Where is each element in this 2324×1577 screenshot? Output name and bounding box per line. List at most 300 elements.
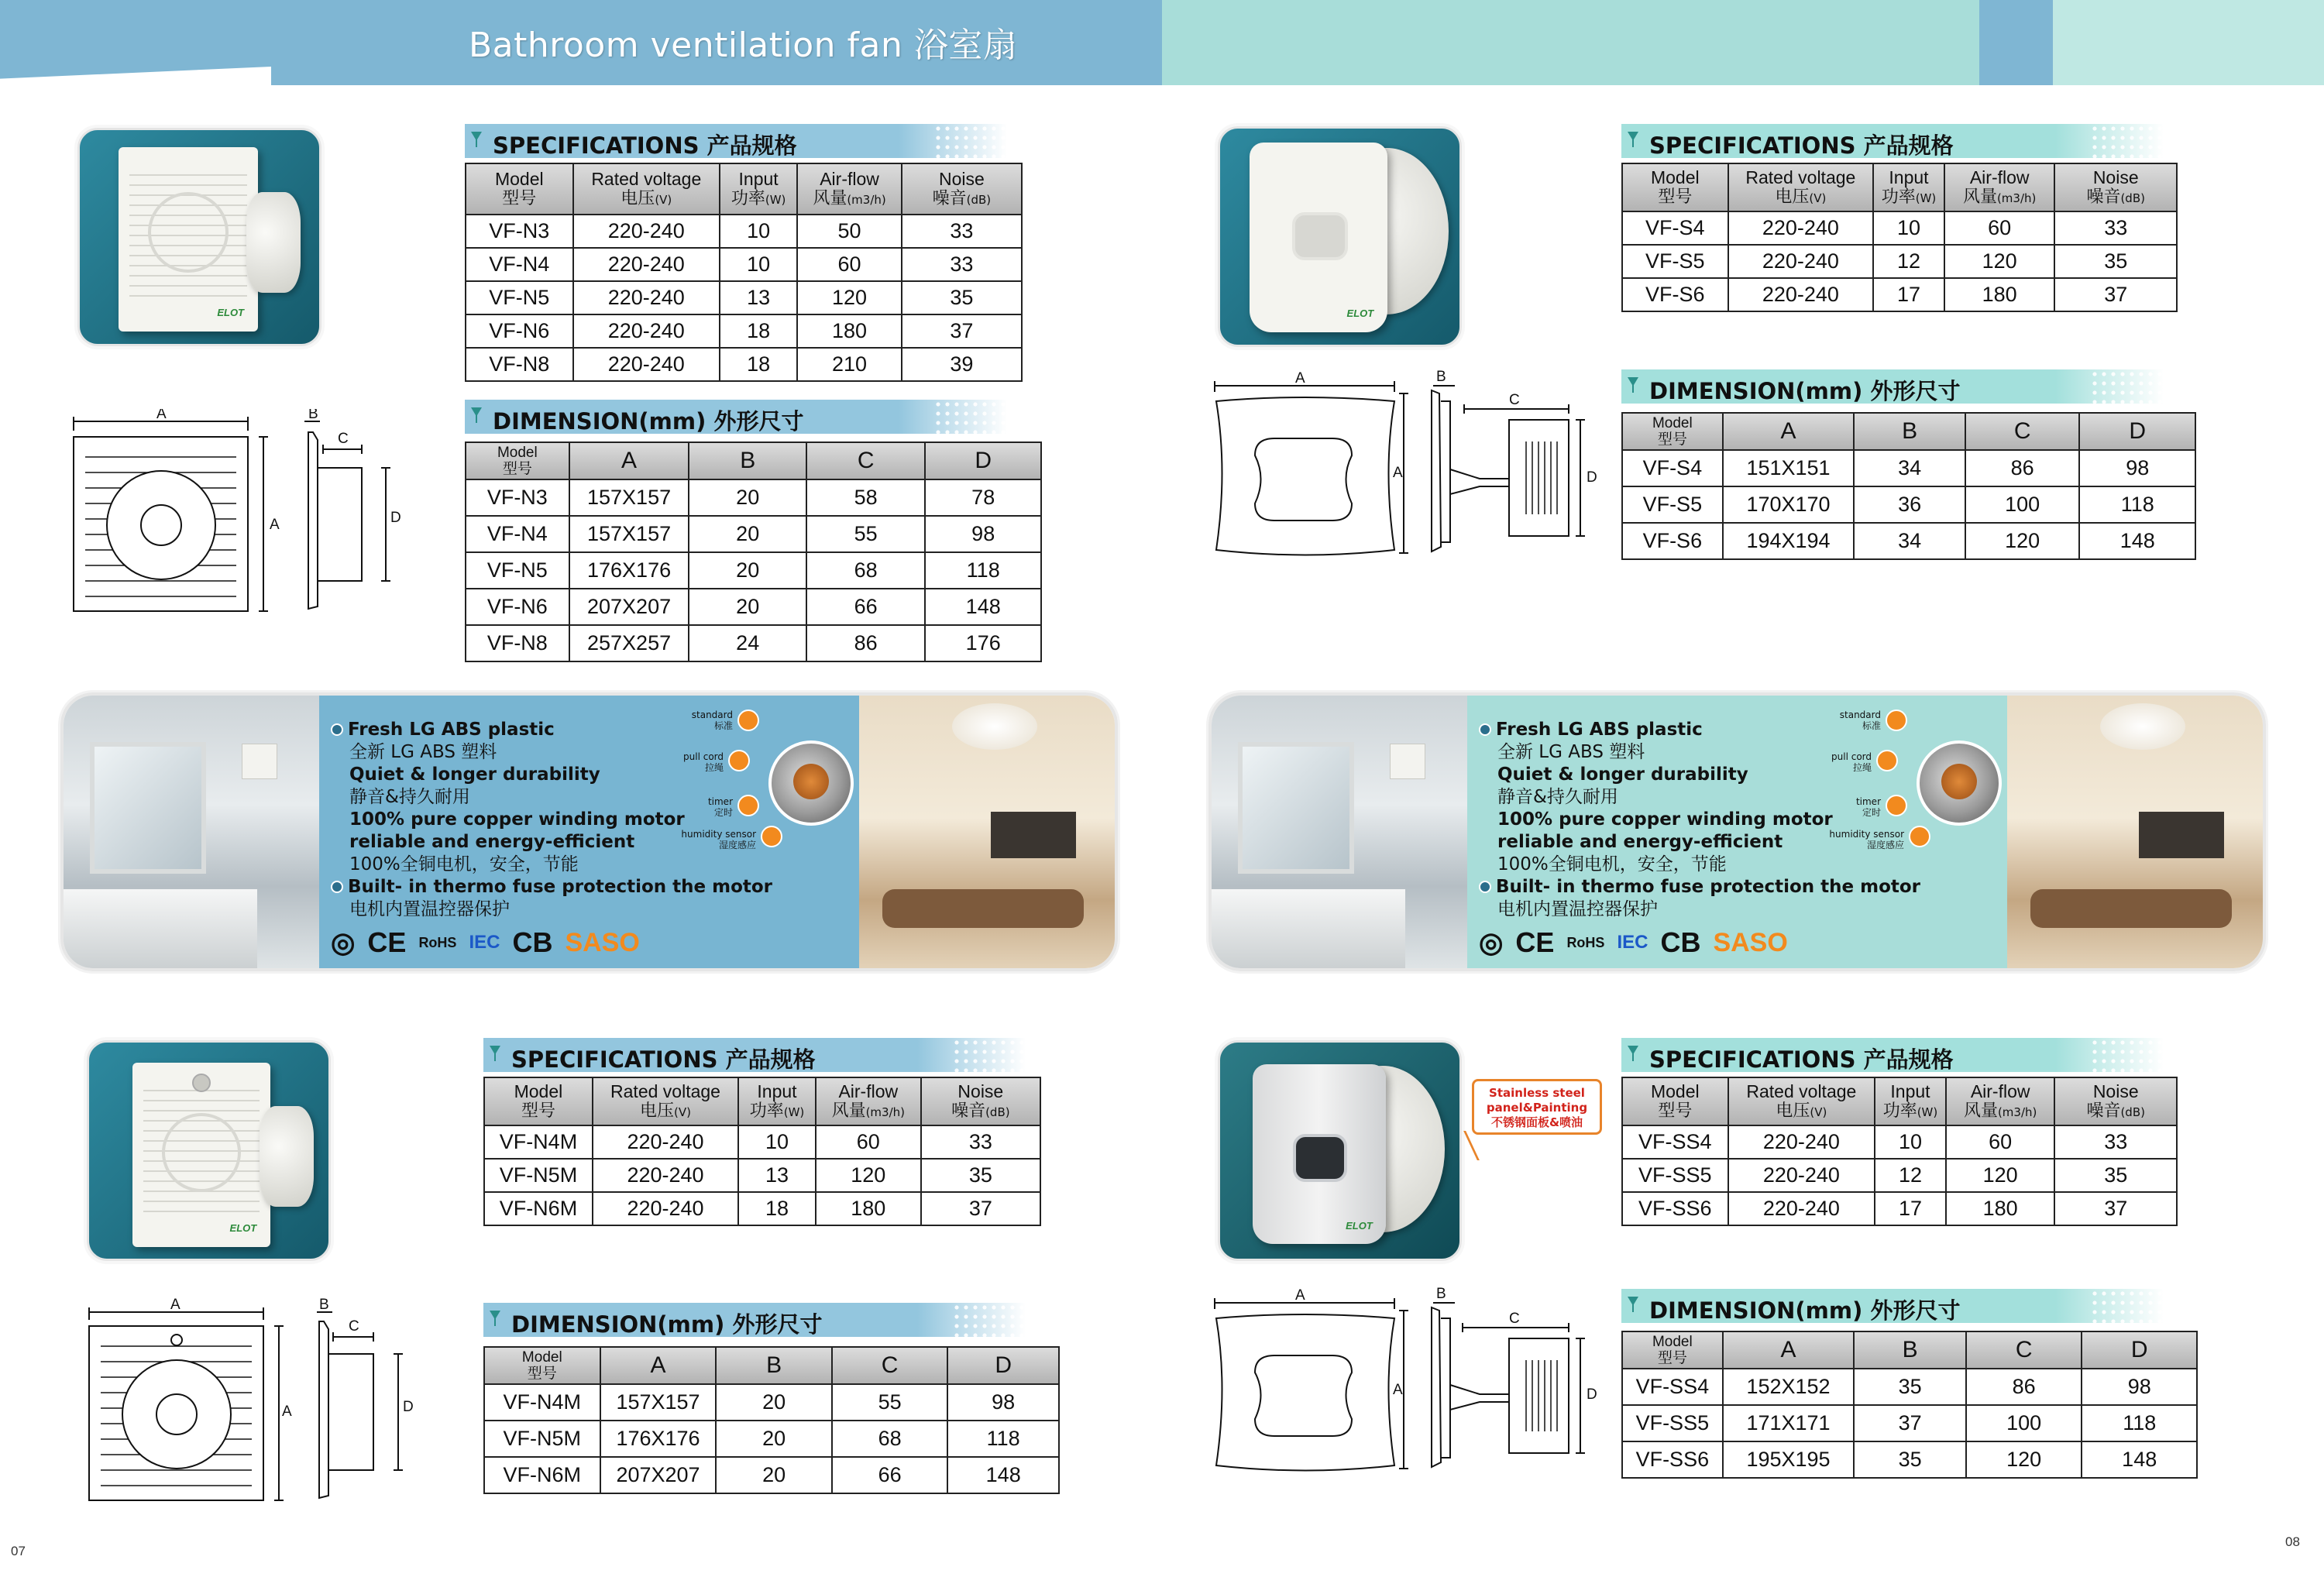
column-header: D xyxy=(925,442,1041,479)
table-row xyxy=(484,1457,1059,1493)
standard-icon xyxy=(1886,709,1907,731)
column-header: A xyxy=(600,1347,717,1384)
column-header: Air-flow 风量(m3/h) xyxy=(816,1077,921,1125)
value-cell: 37 xyxy=(2054,1192,2177,1225)
dim-label-c: C xyxy=(1509,1311,1520,1327)
model-cell: VF-N5M xyxy=(484,1159,593,1192)
value-cell: 118 xyxy=(2079,486,2195,523)
column-header: C xyxy=(832,1347,947,1384)
value-cell: 220-240 xyxy=(1728,1192,1875,1225)
value-cell: 55 xyxy=(806,516,925,552)
value-cell: 78 xyxy=(925,479,1041,516)
value-cell: 220-240 xyxy=(593,1192,738,1225)
page-title: Bathroom ventilation fan 浴室扇 xyxy=(469,26,1018,65)
table-row xyxy=(484,1421,1059,1457)
value-cell: 151X151 xyxy=(1723,450,1855,486)
table-row xyxy=(1622,1192,2177,1225)
column-header: Air-flow 风量(m3/h) xyxy=(1946,1077,2055,1125)
model-cell: VF-N3 xyxy=(466,479,569,516)
value-cell: 35 xyxy=(2054,245,2177,278)
feature-list: Fresh LG ABS plastic 全新 LG ABS 塑料 Quiet & longer durability 静音&持久耐用 100% pure copper winding motor reliable and energy-efficient 100%全铜电机，安全，节能 Built- in thermo fuse protection the motor 电机内置温控器保护 xyxy=(1479,719,1920,921)
model-cell: VF-N4 xyxy=(466,516,569,552)
feature-banner-right: Fresh LG ABS plastic 全新 LG ABS 塑料 Quiet & longer durability 静音&持久耐用 100% pure copper winding motor reliable and energy-efficient 100%全铜电机，安全，节能 Built- in thermo fuse protection the motor 电机内置温控器保护 ◎ CE RoHS IEC CB SASO standard 标准 pull cord 拉绳 timer 定时 humidity sensor 湿度感应 xyxy=(1208,692,2266,971)
value-cell: 220-240 xyxy=(573,248,720,281)
ccc-logo: ◎ xyxy=(1479,926,1504,958)
column-header: Noise 噪音(dB) xyxy=(2054,163,2177,211)
column-header: Input 功率(W) xyxy=(1873,163,1944,211)
cb-logo: CB xyxy=(512,926,553,958)
value-cell: 36 xyxy=(1854,486,1965,523)
pull-cord-icon xyxy=(1876,750,1898,771)
column-header: D xyxy=(2082,1331,2197,1369)
column-header: B xyxy=(689,442,806,479)
ce-logo: CE xyxy=(367,926,407,958)
dim-label-d: D xyxy=(1587,1386,1597,1403)
table-row xyxy=(1622,1159,2177,1192)
value-cell: 60 xyxy=(1946,1125,2055,1159)
value-cell: 220-240 xyxy=(573,314,720,348)
bathroom-photo xyxy=(64,696,319,968)
fan-icon xyxy=(488,1044,502,1063)
dim-label-a: A xyxy=(156,409,167,422)
model-cell: VF-N6M xyxy=(484,1457,600,1493)
value-cell: 180 xyxy=(1946,1192,2055,1225)
living-room-photo xyxy=(859,696,1115,968)
model-cell: VF-SS6 xyxy=(1622,1441,1723,1478)
dim-label-c: C xyxy=(349,1318,359,1335)
column-header: C xyxy=(806,442,925,479)
value-cell: 207X207 xyxy=(600,1457,717,1493)
value-cell: 34 xyxy=(1854,450,1965,486)
model-cell: VF-N3 xyxy=(466,215,573,248)
value-cell: 157X157 xyxy=(569,516,689,552)
model-cell: VF-S4 xyxy=(1622,211,1728,245)
dim-table-vf-s xyxy=(1621,412,2196,560)
value-cell: 33 xyxy=(902,248,1022,281)
model-cell: VF-N6 xyxy=(466,314,573,348)
value-cell: 13 xyxy=(738,1159,816,1192)
value-cell: 98 xyxy=(925,516,1041,552)
fan-panel-stainless xyxy=(1253,1064,1386,1244)
header-accent-block xyxy=(1979,0,2053,85)
callout-pointer xyxy=(1463,1131,1494,1160)
spec-header-vf-ss: SPECIFICATIONS 产品规格 xyxy=(1621,1038,2164,1072)
value-cell: 20 xyxy=(716,1457,831,1493)
value-cell: 148 xyxy=(2079,523,2195,559)
column-header: D xyxy=(2079,413,2195,450)
column-header: Rated voltage 电压(V) xyxy=(573,163,720,215)
table-row xyxy=(1622,450,2195,486)
model-cell: VF-N8 xyxy=(466,625,569,661)
value-cell: 180 xyxy=(816,1192,921,1225)
brand-logo: ELOT xyxy=(1346,1219,1373,1232)
column-header: Input 功率(W) xyxy=(720,163,797,215)
value-cell: 60 xyxy=(797,248,901,281)
value-cell: 33 xyxy=(902,215,1022,248)
value-cell: 17 xyxy=(1875,1192,1946,1225)
dim-label-b: B xyxy=(319,1298,329,1313)
column-header: Model 型号 xyxy=(466,163,573,215)
brand-logo: ELOT xyxy=(1346,307,1374,319)
value-cell: 68 xyxy=(832,1421,947,1457)
model-cell: VF-S4 xyxy=(1622,450,1723,486)
column-header: Model 型号 xyxy=(466,442,569,479)
value-cell: 210 xyxy=(797,348,901,381)
table-row xyxy=(466,625,1041,661)
value-cell: 20 xyxy=(716,1384,831,1421)
value-cell: 37 xyxy=(902,314,1022,348)
column-header: B xyxy=(1854,413,1965,450)
value-cell: 86 xyxy=(806,625,925,661)
table-row xyxy=(1622,1441,2197,1478)
table-row xyxy=(466,215,1022,248)
column-header: Noise 噪音(dB) xyxy=(921,1077,1040,1125)
dim-label-a-vertical: A xyxy=(270,517,280,533)
value-cell: 18 xyxy=(720,314,797,348)
spec-table-vf-nm xyxy=(483,1077,1041,1226)
model-cell: VF-N5M xyxy=(484,1421,600,1457)
dim-header-vf-nm: DIMENSION(mm) 外形尺寸 xyxy=(483,1303,1026,1337)
column-header: A xyxy=(569,442,689,479)
value-cell: 148 xyxy=(2082,1441,2197,1478)
value-cell: 10 xyxy=(738,1125,816,1159)
value-cell: 37 xyxy=(921,1192,1040,1225)
pull-cord-icon xyxy=(728,750,750,771)
value-cell: 20 xyxy=(689,589,806,625)
value-cell: 207X207 xyxy=(569,589,689,625)
dim-label-a-vertical: A xyxy=(1393,1382,1403,1398)
column-header: Rated voltage 电压(V) xyxy=(1728,1077,1875,1125)
value-cell: 157X157 xyxy=(600,1384,717,1421)
value-cell: 18 xyxy=(720,348,797,381)
table-row xyxy=(466,552,1041,589)
spec-table-vf-ss xyxy=(1621,1077,2178,1226)
value-cell: 194X194 xyxy=(1723,523,1855,559)
value-cell: 170X170 xyxy=(1723,486,1855,523)
value-cell: 68 xyxy=(806,552,925,589)
drawing-vf-n xyxy=(62,409,418,618)
column-header: Input 功率(W) xyxy=(738,1077,816,1125)
value-cell: 34 xyxy=(1854,523,1965,559)
value-cell: 98 xyxy=(947,1384,1059,1421)
page-number-left: 07 xyxy=(11,1544,26,1558)
value-cell: 220-240 xyxy=(1728,1125,1875,1159)
value-cell: 10 xyxy=(720,215,797,248)
value-cell: 257X257 xyxy=(569,625,689,661)
fan-icon xyxy=(488,1309,502,1328)
value-cell: 176 xyxy=(925,625,1041,661)
dim-header-vf-s: DIMENSION(mm) 外形尺寸 xyxy=(1621,369,2164,404)
ce-logo: CE xyxy=(1515,926,1555,958)
column-header: Input 功率(W) xyxy=(1875,1077,1946,1125)
brand-logo: ELOT xyxy=(217,307,244,319)
timer-icon xyxy=(737,795,759,816)
value-cell: 18 xyxy=(738,1192,816,1225)
bathroom-photo xyxy=(1212,696,1467,968)
value-cell: 152X152 xyxy=(1723,1369,1855,1405)
column-header: Model 型号 xyxy=(1622,1077,1728,1125)
humidity-sensor-icon xyxy=(761,826,782,847)
model-cell: VF-N5 xyxy=(466,281,573,314)
fan-panel xyxy=(1250,143,1387,332)
cb-logo: CB xyxy=(1660,926,1701,958)
value-cell: 100 xyxy=(1966,1405,2082,1441)
spec-table-vf-s xyxy=(1621,163,2178,312)
value-cell: 220-240 xyxy=(573,281,720,314)
stainless-steel-callout: Stainless steel panel&Painting 不锈钢面板&喷油 xyxy=(1472,1079,1602,1135)
column-header: Noise 噪音(dB) xyxy=(2054,1077,2177,1125)
value-cell: 171X171 xyxy=(1723,1405,1855,1441)
motor-options xyxy=(1893,717,2002,849)
value-cell: 180 xyxy=(1944,278,2055,311)
fan-icon xyxy=(469,130,483,149)
value-cell: 24 xyxy=(689,625,806,661)
dim-label-b: B xyxy=(308,409,318,422)
dim-header-vf-ss: DIMENSION(mm) 外形尺寸 xyxy=(1621,1289,2164,1323)
dim-label-c: C xyxy=(338,431,349,447)
dim-table-vf-ss xyxy=(1621,1331,2198,1479)
dim-label-a-vertical: A xyxy=(282,1403,292,1420)
value-cell: 20 xyxy=(716,1421,831,1457)
model-cell: VF-S5 xyxy=(1622,245,1728,278)
value-cell: 33 xyxy=(921,1125,1040,1159)
table-row xyxy=(1622,1125,2177,1159)
column-header: Model 型号 xyxy=(484,1347,600,1384)
value-cell: 35 xyxy=(921,1159,1040,1192)
value-cell: 118 xyxy=(2082,1405,2197,1441)
dim-label-b: B xyxy=(1436,1286,1446,1302)
saso-logo: SASO xyxy=(565,927,640,957)
value-cell: 120 xyxy=(1965,523,2080,559)
value-cell: 12 xyxy=(1873,245,1944,278)
column-header: A xyxy=(1723,1331,1855,1369)
column-header: Model 型号 xyxy=(1622,163,1728,211)
column-header: C xyxy=(1966,1331,2082,1369)
value-cell: 120 xyxy=(816,1159,921,1192)
living-room-photo xyxy=(2007,696,2263,968)
value-cell: 220-240 xyxy=(573,348,720,381)
product-photo-vf-nm xyxy=(87,1040,331,1261)
value-cell: 157X157 xyxy=(569,479,689,516)
value-cell: 120 xyxy=(1946,1159,2055,1192)
value-cell: 220-240 xyxy=(593,1125,738,1159)
model-cell: VF-SS5 xyxy=(1622,1159,1728,1192)
value-cell: 120 xyxy=(797,281,901,314)
table-row xyxy=(466,589,1041,625)
column-header: Rated voltage 电压(V) xyxy=(1728,163,1873,211)
value-cell: 100 xyxy=(1965,486,2080,523)
value-cell: 50 xyxy=(797,215,901,248)
standard-icon xyxy=(737,709,759,731)
value-cell: 220-240 xyxy=(573,215,720,248)
value-cell: 98 xyxy=(2082,1369,2197,1405)
value-cell: 20 xyxy=(689,479,806,516)
value-cell: 55 xyxy=(832,1384,947,1421)
column-header: Rated voltage 电压(V) xyxy=(593,1077,738,1125)
column-header: Model 型号 xyxy=(484,1077,593,1125)
fan-icon xyxy=(1626,1044,1640,1063)
value-cell: 39 xyxy=(902,348,1022,381)
model-cell: VF-S5 xyxy=(1622,486,1723,523)
value-cell: 10 xyxy=(1873,211,1944,245)
model-cell: VF-S6 xyxy=(1622,523,1723,559)
ccc-logo: ◎ xyxy=(331,926,356,958)
dim-label-a: A xyxy=(1295,1287,1305,1304)
brand-logo: ELOT xyxy=(229,1222,257,1235)
column-header: Air-flow 风量(m3/h) xyxy=(797,163,901,215)
table-row xyxy=(1622,1369,2197,1405)
header-accent-light xyxy=(2053,0,2324,85)
dim-table-vf-nm xyxy=(483,1346,1060,1494)
fan-icon xyxy=(1626,1295,1640,1314)
value-cell: 220-240 xyxy=(1728,278,1873,311)
column-header: B xyxy=(716,1347,831,1384)
feature-list: Fresh LG ABS plastic 全新 LG ABS 塑料 Quiet & longer durability 静音&持久耐用 100% pure copper winding motor reliable and energy-efficient 100%全铜电机，安全，节能 Built- in thermo fuse protection the motor 电机内置温控器保护 xyxy=(331,719,772,921)
value-cell: 86 xyxy=(1966,1369,2082,1405)
model-cell: VF-SS5 xyxy=(1622,1405,1723,1441)
table-row xyxy=(1622,211,2177,245)
timer-icon xyxy=(1886,795,1907,816)
value-cell: 66 xyxy=(832,1457,947,1493)
value-cell: 17 xyxy=(1873,278,1944,311)
column-header: B xyxy=(1854,1331,1966,1369)
dim-table-vf-n xyxy=(465,441,1042,662)
dim-label-a: A xyxy=(170,1298,180,1313)
table-row xyxy=(466,281,1022,314)
value-cell: 120 xyxy=(1944,245,2055,278)
model-cell: VF-SS4 xyxy=(1622,1369,1723,1405)
model-cell: VF-N8 xyxy=(466,348,573,381)
drawing-vf-s xyxy=(1208,370,1611,564)
value-cell: 12 xyxy=(1875,1159,1946,1192)
fan-panel xyxy=(119,147,258,332)
feature-banner-left: Fresh LG ABS plastic 全新 LG ABS 塑料 Quiet & longer durability 静音&持久耐用 100% pure copper winding motor reliable and energy-efficient 100%全铜电机，安全，节能 Built- in thermo fuse protection the motor 电机内置温控器保护 ◎ CE RoHS IEC CB SASO standard 标准 pull cord 拉绳 timer 定时 humidity sensor 湿度感应 xyxy=(60,692,1118,971)
column-header: Air-flow 风量(m3/h) xyxy=(1944,163,2055,211)
fan-icon xyxy=(1626,376,1640,394)
value-cell: 98 xyxy=(2079,450,2195,486)
value-cell: 120 xyxy=(1966,1441,2082,1478)
table-row xyxy=(1622,523,2195,559)
dim-label-d: D xyxy=(403,1399,414,1415)
value-cell: 180 xyxy=(797,314,901,348)
iec-logo: IEC xyxy=(469,932,500,953)
dim-header-vf-n: DIMENSION(mm) 外形尺寸 xyxy=(465,400,1007,434)
value-cell: 35 xyxy=(1854,1441,1966,1478)
table-row xyxy=(1622,245,2177,278)
certification-logos xyxy=(1479,926,1788,959)
rohs-logo: RoHS xyxy=(1566,934,1605,950)
fan-icon xyxy=(1626,130,1640,149)
value-cell: 86 xyxy=(1965,450,2080,486)
drawing-vf-ss xyxy=(1208,1286,1611,1479)
spec-header-vf-n: SPECIFICATIONS 产品规格 xyxy=(465,124,1007,158)
value-cell: 13 xyxy=(720,281,797,314)
motion-sensor xyxy=(192,1074,211,1092)
spec-header-vf-nm: SPECIFICATIONS 产品规格 xyxy=(483,1038,1026,1072)
table-row xyxy=(466,348,1022,381)
column-header: Model 型号 xyxy=(1622,1331,1723,1369)
value-cell: 176X176 xyxy=(600,1421,717,1457)
certification-logos xyxy=(331,926,640,959)
fan-panel xyxy=(132,1063,270,1247)
value-cell: 35 xyxy=(2054,1159,2177,1192)
model-cell: VF-SS4 xyxy=(1622,1125,1728,1159)
table-row xyxy=(484,1125,1040,1159)
column-header: Model 型号 xyxy=(1622,413,1723,450)
model-cell: VF-SS6 xyxy=(1622,1192,1728,1225)
column-header: A xyxy=(1723,413,1855,450)
table-row xyxy=(466,248,1022,281)
value-cell: 20 xyxy=(689,552,806,589)
model-cell: VF-N5 xyxy=(466,552,569,589)
value-cell: 60 xyxy=(816,1125,921,1159)
value-cell: 37 xyxy=(2054,278,2177,311)
table-row xyxy=(1622,278,2177,311)
dim-label-a-vertical: A xyxy=(1393,465,1403,481)
model-cell: VF-N4 xyxy=(466,248,573,281)
model-cell: VF-N4M xyxy=(484,1384,600,1421)
spec-header-vf-s: SPECIFICATIONS 产品规格 xyxy=(1621,124,2164,158)
dim-label-b: B xyxy=(1436,370,1446,385)
dim-label-d: D xyxy=(1587,469,1597,486)
fan-icon xyxy=(469,406,483,424)
table-row xyxy=(484,1192,1040,1225)
iec-logo: IEC xyxy=(1617,932,1648,953)
value-cell: 148 xyxy=(947,1457,1059,1493)
product-photo-vf-s xyxy=(1218,126,1462,347)
value-cell: 58 xyxy=(806,479,925,516)
dim-label-a: A xyxy=(1295,370,1305,387)
table-row xyxy=(466,516,1041,552)
humidity-sensor-icon xyxy=(1909,826,1930,847)
spec-table-vf-n xyxy=(465,163,1023,382)
value-cell: 66 xyxy=(806,589,925,625)
drawing-vf-nm xyxy=(77,1298,434,1507)
column-header: C xyxy=(1965,413,2080,450)
dim-label-d: D xyxy=(390,510,401,526)
value-cell: 176X176 xyxy=(569,552,689,589)
value-cell: 220-240 xyxy=(1728,1159,1875,1192)
table-row xyxy=(466,314,1022,348)
product-photo-vf-n xyxy=(77,128,321,346)
value-cell: 220-240 xyxy=(1728,245,1873,278)
value-cell: 148 xyxy=(925,589,1041,625)
saso-logo: SASO xyxy=(1713,927,1788,957)
model-cell: VF-N6M xyxy=(484,1192,593,1225)
value-cell: 220-240 xyxy=(1728,211,1873,245)
value-cell: 10 xyxy=(720,248,797,281)
value-cell: 20 xyxy=(689,516,806,552)
value-cell: 220-240 xyxy=(593,1159,738,1192)
value-cell: 60 xyxy=(1944,211,2055,245)
value-cell: 118 xyxy=(947,1421,1059,1457)
dim-label-c: C xyxy=(1509,392,1520,408)
model-cell: VF-N4M xyxy=(484,1125,593,1159)
table-row xyxy=(484,1384,1059,1421)
value-cell: 33 xyxy=(2054,211,2177,245)
value-cell: 33 xyxy=(2054,1125,2177,1159)
value-cell: 35 xyxy=(1854,1369,1966,1405)
table-row xyxy=(466,479,1041,516)
table-row xyxy=(1622,486,2195,523)
page-number-right: 08 xyxy=(2285,1534,2300,1549)
value-cell: 10 xyxy=(1875,1125,1946,1159)
table-row xyxy=(484,1159,1040,1192)
value-cell: 118 xyxy=(925,552,1041,589)
value-cell: 195X195 xyxy=(1723,1441,1855,1478)
value-cell: 35 xyxy=(902,281,1022,314)
value-cell: 37 xyxy=(1854,1405,1966,1441)
